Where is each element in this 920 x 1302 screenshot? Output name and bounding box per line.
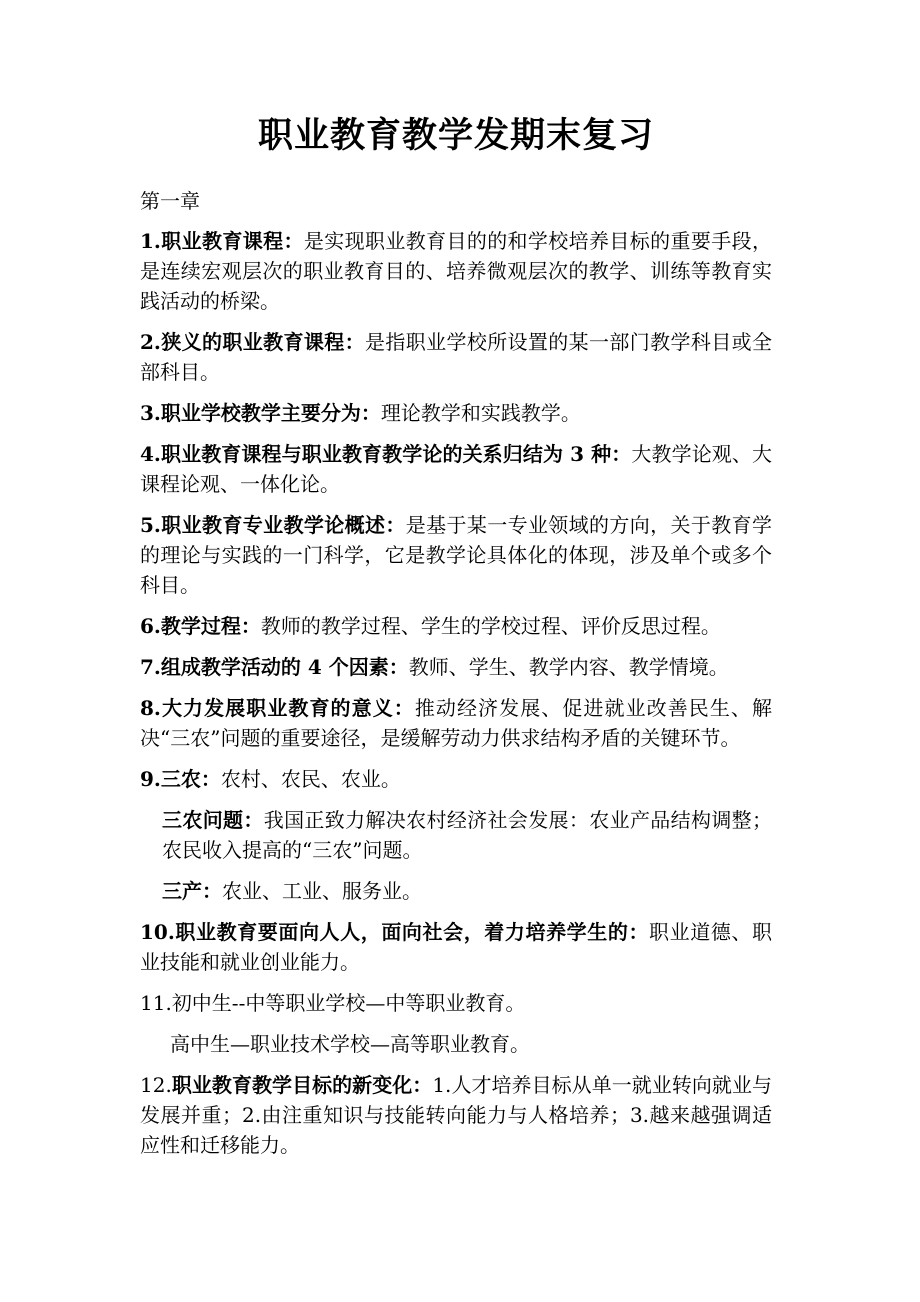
item-text: 1.人才培养目标从单一就业转向就业与发展并重；2.由注重知识与技能转向能力与人格培养；3.越来越强调适应性和迁移能力。 xyxy=(140,1073,772,1157)
list-item xyxy=(140,693,772,753)
list-item xyxy=(140,652,772,682)
list-item xyxy=(140,764,772,794)
item-label: 职业教育专业教学论概述： xyxy=(160,513,406,537)
item-label: 职业教育课程： xyxy=(160,229,304,253)
list-item xyxy=(140,510,772,600)
item-label: 职业教育教学目标的新变化： xyxy=(171,1073,433,1097)
document-page xyxy=(140,108,772,1171)
item-text: 职业道德、职业技能和就业创业能力。 xyxy=(140,920,773,974)
item-label: 三农： xyxy=(160,767,221,791)
item-text: 是实现职业教育目的的和学校培养目标的重要手段，是连续宏观层次的职业教育目的、培养微观层次的教学、训练等教育实践活动的桥梁。 xyxy=(140,229,773,313)
item-number: 10. xyxy=(140,920,175,944)
item-number: 5. xyxy=(140,513,161,537)
item-number: 9. xyxy=(140,767,161,791)
chapter-heading: 第一章 xyxy=(140,189,200,213)
item-text: 教师、学生、教学内容、教学情境。 xyxy=(408,655,729,679)
list-item xyxy=(140,398,772,428)
item-label: 组成教学活动的 4 个因素： xyxy=(160,655,409,679)
item-number: 4. xyxy=(140,442,161,466)
item-text: 理论教学和实践教学。 xyxy=(380,401,581,425)
item-number: 12. xyxy=(140,1073,172,1097)
item-number: 7. xyxy=(140,655,161,679)
item-text: 大教学论观、大课程论观、一体化论。 xyxy=(140,442,773,496)
item-text: 是基于某一专业领域的方向，关于教育学的理论与实践的一门科学，它是教学论具体化的体现，涉及单个或多个科目。 xyxy=(140,513,773,597)
list-item xyxy=(140,876,772,906)
item-label: 三产： xyxy=(162,879,222,903)
item-label: 教学过程： xyxy=(160,614,261,638)
list-item xyxy=(140,327,772,387)
list-item xyxy=(140,439,772,499)
list-item xyxy=(140,1070,772,1160)
item-number: 6. xyxy=(140,614,161,638)
item-number: 11. xyxy=(140,991,172,1015)
list-item xyxy=(140,917,772,977)
list-item xyxy=(140,611,772,641)
item-text: 农村、农民、农业。 xyxy=(220,767,401,791)
item-label: 职业学校教学主要分为： xyxy=(160,401,381,425)
item-text: 高中生—职业技术学校—高等职业教育。 xyxy=(170,1032,530,1056)
item-number: 3. xyxy=(140,401,161,425)
item-text: 我国正致力解决农村经济社会发展：农业产品结构调整；农民收入提高的“三农”问题。 xyxy=(162,808,773,862)
item-number: 2. xyxy=(140,330,161,354)
item-label: 职业教育课程与职业教育教学论的关系归结为 3 种： xyxy=(160,442,632,466)
item-text: 农业、工业、服务业。 xyxy=(222,879,422,903)
list-item xyxy=(140,988,772,1018)
item-label: 三农问题： xyxy=(162,808,264,832)
list-item xyxy=(140,1029,772,1059)
list-item xyxy=(140,226,772,316)
item-text: 推动经济发展、促进就业改善民生、解决“三农”问题的重要途径，是缓解劳动力供求结构矛盾的关键环节。 xyxy=(140,696,773,750)
item-label: 职业教育要面向人人，面向社会，着力培养学生的： xyxy=(174,920,650,944)
document-title: 职业教育教学发期末复习 xyxy=(257,115,654,156)
item-number: 1. xyxy=(140,229,161,253)
item-label: 狭义的职业教育课程： xyxy=(160,330,365,354)
item-text: 初中生--中等职业学校—中等职业教育。 xyxy=(171,991,526,1015)
list-item xyxy=(140,805,772,865)
item-number: 8. xyxy=(140,696,161,720)
item-text: 教师的教学过程、学生的学校过程、评价反思过程。 xyxy=(260,614,721,638)
item-label: 大力发展职业教育的意义： xyxy=(160,696,415,720)
item-text: 是指职业学校所设置的某一部门教学科目或全部科目。 xyxy=(140,330,773,384)
